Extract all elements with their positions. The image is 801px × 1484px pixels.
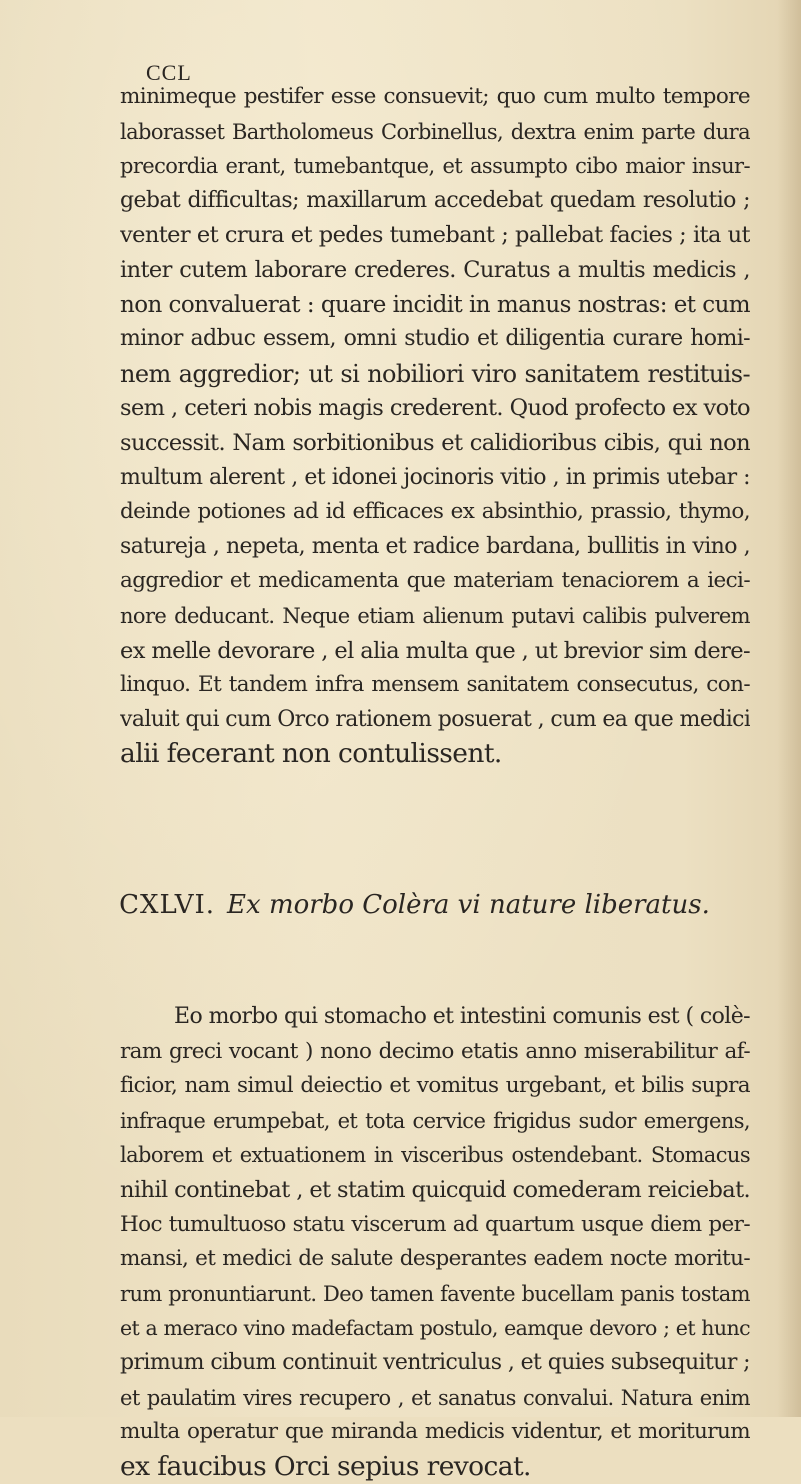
text-line: Eo morbo qui stomacho et intestini comunis est ( colè- xyxy=(174,1004,750,1029)
paragraph-1 xyxy=(120,80,750,772)
text-line: nore deducant. Neque etiam alienum putavi calibis pulverem xyxy=(120,603,750,628)
text-line: linquo. Et tandem infra mensem sanitatem consecutus, con- xyxy=(120,672,750,698)
text-line: successit. Nam sorbitionibus et calidioribus cibis, qui non xyxy=(120,429,750,456)
page-edge-shadow xyxy=(777,0,801,1417)
text-line: nihil continebat , et statim quicquid comederam reiciebat. xyxy=(120,1176,750,1203)
text-line: multum alerent , et idonei jocinoris vitio , in primis utebar : xyxy=(120,464,750,490)
text-line: ex faucibus Orci sepius revocat. xyxy=(120,1450,531,1482)
text-line: minor adbuc essem, omni studio et diligentia curare homi- xyxy=(120,326,750,352)
text-line: laborasset Bartholomeus Corbinellus, dextra enim parte dura xyxy=(120,119,750,144)
text-line: non convaluerat : quare incidit in manus nostras: et cum xyxy=(120,291,750,318)
section-title: Ex morbo Colèra vi nature liberatus. xyxy=(227,890,710,920)
text-line: rum pronuntiarunt. Deo tamen favente bucellam panis tostam xyxy=(120,1281,750,1306)
text-line: aggredior et medicamenta que materiam tenaciorem a ieci- xyxy=(120,568,750,594)
text-line: ram greci vocant ) nono decimo etatis anno miserabilitur af- xyxy=(120,1038,750,1064)
paragraph-2 xyxy=(120,1000,750,1484)
text-line: minimeque pestifer esse consuevit; quo cum multo tempore xyxy=(120,84,750,109)
text-line: precordia erant, tumebantque, et assumpto cibo maior insur- xyxy=(120,154,750,179)
text-line: infraque erumpebat, et tota cervice frigidus sudor emergens, xyxy=(120,1108,750,1133)
page-number: CCL xyxy=(146,60,192,85)
text-line: mansi, et medici de salute desperantes eadem nocte moritu- xyxy=(120,1246,750,1272)
text-line: inter cutem laborare crederes. Curatus a multis medicis , xyxy=(120,256,750,283)
text-line: laborem et extuationem in visceribus ostendebant. Stomacus xyxy=(120,1143,750,1168)
text-line: gebat difficultas; maxillarum accedebat quedam resolutio ; xyxy=(120,187,750,213)
text-line: satureja , nepeta, menta et radice bardana, bullitis in vino , xyxy=(120,533,750,559)
text-line: sem , ceteri nobis magis crederent. Quod profecto ex voto xyxy=(120,395,750,422)
text-line: valuit qui cum Orco rationem posuerat , cum ea que medici xyxy=(120,706,750,732)
text-line: alii fecerant non contulissent. xyxy=(120,738,502,770)
text-line: et paulatim vires recupero , et sanatus convalui. Natura enim xyxy=(120,1385,750,1410)
text-line: et a meraco vino madefactam postulo, eamque devoro ; et hunc xyxy=(120,1316,750,1341)
text-line: multa operatur que miranda medicis videntur, et moriturum xyxy=(120,1419,750,1445)
text-line: nem aggredior; ut si nobiliori viro sanitatem restituis- xyxy=(120,359,750,388)
section-heading xyxy=(0,888,801,922)
text-line: deinde potiones ad id efficaces ex absinthio, prassio, thymo, xyxy=(120,499,750,525)
text-line: ficior, nam simul deiectio et vomitus urgebant, et bilis supra xyxy=(120,1073,750,1099)
text-line: primum cibum continuit ventriculus , et quies subsequitur ; xyxy=(120,1349,750,1375)
section-number: CXLVI. xyxy=(119,890,216,920)
text-line: venter et crura et pedes tumebant ; pallebat facies ; ita ut xyxy=(120,222,750,249)
text-line: Hoc tumultuoso statu viscerum ad quartum usque diem per- xyxy=(120,1211,750,1237)
text-line: ex melle devorare , el alia multa que , ut brevior sim dere- xyxy=(120,637,750,664)
